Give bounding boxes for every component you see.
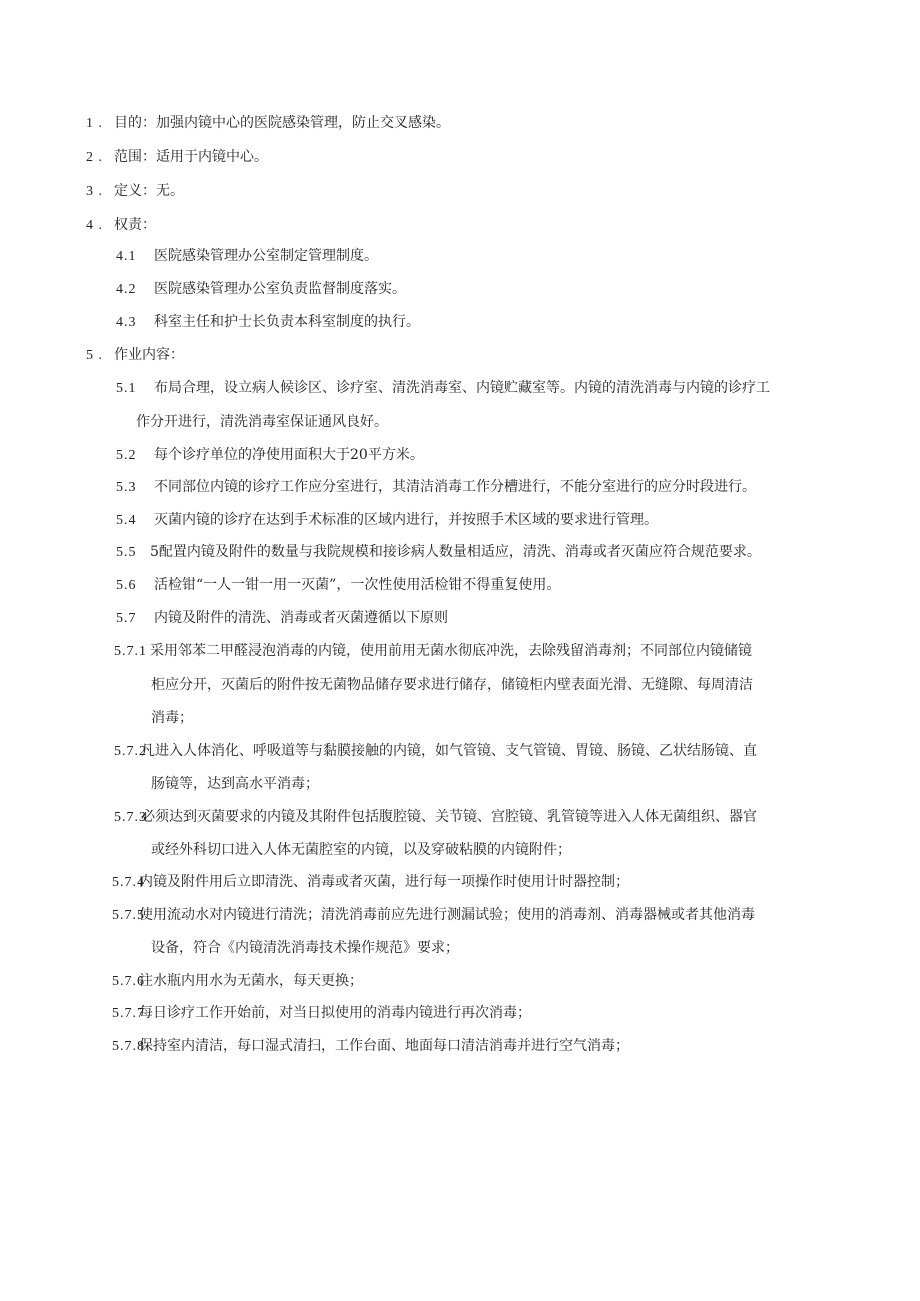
section-text: 目的：加强内镜中心的医院感染管理，防止交叉感染。 [114,115,450,131]
section-number: 4.1 [116,249,137,264]
section-number: 4 . [86,218,103,233]
section-text: 权责： [114,217,156,233]
section-3 [86,182,184,200]
section-5-3 [116,478,756,496]
section-5-7-7 [112,1004,531,1022]
section-5-7-2 [114,742,757,760]
section-number: 5.7.1 [114,644,147,659]
section-number: 5.5 [116,545,137,560]
section-number: 5.7.3 [114,810,147,825]
section-4-1 [116,247,378,265]
section-number: 2 . [86,150,103,165]
section-5-7-3 [114,808,757,826]
section-text: 不同部位内镜的诊疗工作应分室进行，其清洁消毒工作分槽进行，不能分室进行的应分时段进行。 [154,479,756,495]
section-text: 医院感染管理办公室负责监督制度落实。 [154,281,406,297]
section-number: 5.7.4 [112,875,145,890]
section-number: 5.7.6 [112,974,145,989]
section-5-7-1-cont: 柜应分开，灭菌后的附件按无菌物品储存要求进行储存，储镜柜内壁表面光滑、无缝隙、每周清洁 [151,677,753,693]
section-number: 5.7.5 [112,908,145,923]
section-5 [86,346,184,364]
section-5-2 [116,446,424,464]
section-5-7-1 [114,642,752,660]
section-number: 5.2 [116,448,137,463]
section-text: 医院感染管理办公室制定管理制度。 [154,248,378,264]
section-5-7-3-cont: 或经外科切口进入人体无菌腔室的内镜，以及穿破粘膜的内镜附件； [151,842,571,858]
section-5-1 [116,379,770,397]
section-text: 内镜及附件的清洗、消毒或者灭菌遵循以下原则 [154,610,448,626]
section-number: 1 . [86,116,103,131]
section-text: 定义：无。 [114,183,184,199]
section-5-1-cont: 作分开进行，清洗消毒室保证通风良好。 [136,414,388,430]
section-number: 5 . [86,348,103,363]
section-number: 5.1 [116,381,137,396]
section-5-7-6 [112,972,363,990]
section-text: 必须达到灭菌要求的内镜及其附件包括腹腔镜、关节镜、宫腔镜、乳管镜等进入人体无菌组织、器官 [141,809,757,825]
section-text: 活检钳“一人一钳一用一灭菌”，一次性使用活检钳不得重复使用。 [154,577,561,593]
section-text: 5配置内镜及附件的数量与我院规模和接诊病人数量相适应，清洗、消毒或者灭菌应符合规范要求。 [150,544,761,560]
section-5-7 [116,609,448,627]
section-number: 5.6 [116,578,137,593]
section-4-3 [116,313,420,331]
section-text: 作业内容： [114,347,184,363]
section-2 [86,148,268,166]
section-text: 科室主任和护士长负责本科室制度的执行。 [154,314,420,330]
section-number: 5.7.8 [112,1039,145,1054]
section-number: 3 . [86,184,103,199]
section-number: 5.7.7 [112,1006,145,1021]
section-text: 每日诊疗工作开始前，对当日拟使用的消毒内镜进行再次消毒； [139,1005,531,1021]
section-text: 保持室内清洁，每口湿式清扫，工作台面、地面每口清洁消毒并进行空气消毒； [139,1038,629,1054]
section-5-6 [116,576,560,594]
section-text: 凡进入人体消化、呼吸道等与黏膜接触的内镜，如气管镜、支气管镜、胃镜、肠镜、乙状结肠镜、直 [141,743,757,759]
section-text: 范围：适用于内镜中心。 [114,149,268,165]
section-number: 4.2 [116,282,137,297]
section-text: 每个诊疗单位的净使用面积大于20平方米。 [154,447,424,463]
section-number: 5.3 [116,480,137,495]
section-text: 内镜及附件用后立即清洗、消毒或者灭菌，进行每一项操作时使用计时器控制； [139,874,629,890]
section-number: 5.7 [116,611,137,626]
section-5-7-4 [112,873,629,891]
section-5-7-1-cont2: 消毒； [151,710,193,726]
section-number: 4.3 [116,315,137,330]
section-number: 5.4 [116,513,137,528]
section-1 [86,114,450,132]
section-4-2 [116,280,406,298]
section-5-7-5-cont: 设备，符合《内镜清洗消毒技术操作规范》要求； [151,940,459,956]
section-text: 注水瓶内用水为无菌水，每天更换； [139,973,363,989]
section-5-7-8 [112,1037,629,1055]
section-5-7-5 [112,906,755,924]
section-text: 布局合理，设立病人候诊区、诊疗室、清洗消毒室、内镜贮藏室等。内镜的清洗消毒与内镜的诊疗工 [154,380,770,396]
section-number: 5.7.2 [114,744,147,759]
section-4 [86,216,156,234]
section-5-7-2-cont: 肠镜等，达到高水平消毒； [151,776,319,792]
section-5-5 [116,543,761,561]
section-5-4 [116,511,658,529]
section-text: 灭菌内镜的诊疗在达到手术标准的区域内进行，并按照手术区域的要求进行管理。 [154,512,658,528]
section-text: 使用流动水对内镜进行清洗；清洗消毒前应先进行测漏试验；使用的消毒剂、消毒器械或者其他消毒 [139,907,755,923]
section-text: 采用邻苯二甲醛浸泡消毒的内镜，使用前用无菌水彻底冲洗，去除残留消毒剂；不同部位内镜储镜 [150,643,752,659]
